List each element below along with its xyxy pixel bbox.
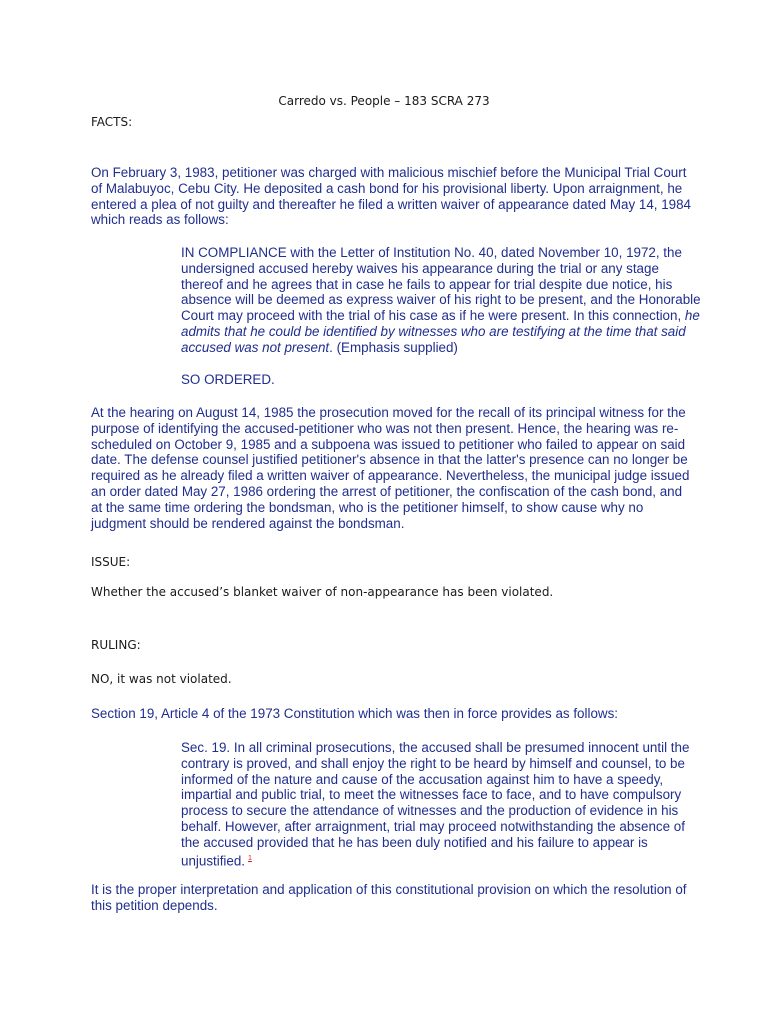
ruling-text: NO, it was not violated. — [91, 672, 232, 686]
case-title: Carredo vs. People – 183 SCRA 273 — [278, 94, 490, 108]
issue-heading: ISSUE: — [91, 555, 131, 569]
facts-paragraph-1: On February 3, 1983, petitioner was charged with malicious mischief before the Municipal Trial Court of Malabuyoc, Cebu City. He deposited a cash bond for his provisional liberty. Upon arraignment, he entered a plea of not guilty and thereafter he filed a written waiver of appearance dated May 14, 1984 which reads as follows: — [91, 165, 691, 228]
issue-text: Whether the accused’s blanket waiver of non-appearance has been violated. — [91, 585, 554, 599]
waiver-quote — [181, 245, 701, 356]
ruling-heading: RULING: — [91, 638, 141, 652]
waiver-quote-text: IN COMPLIANCE with the Letter of Institution No. 40, dated November 10, 1972, the undersigned accused hereby waives his appearance during the trial or any stage thereof and he agrees that in case he fails to appear for trial despite due notice, his absence will be deemed as express waiver of his right to be present, and the Honorable Court may proceed with the trial of his case as if he were present. In this connection, — [181, 245, 701, 324]
so-ordered: SO ORDERED. — [181, 372, 275, 387]
waiver-quote-suffix: . (Emphasis supplied) — [329, 339, 458, 355]
facts-paragraph-2: At the hearing on August 14, 1985 the prosecution moved for the recall of its principal witness for the purpose of identifying the accused-petitioner who was not then present. Hence, the hearing was re-scheduled on October 9, 1985 and a subpoena was issued to petitioner who failed to appear on said date. The defense counsel justified petitioner's absence in that the latter's presence can no longer be required as he already filed a written waiver of appearance. Nevertheless, the municipal judge issued an order dated May 27, 1986 ordering the arrest of petitioner, the confiscation of the cash bond, and at the same time ordering the bondsman, who is the petitioner himself, to show cause why no judgment should be rendered against the bondsman. — [91, 405, 690, 531]
ruling-paragraph-1: Section 19, Article 4 of the 1973 Constitution which was then in force provides as follows: — [91, 706, 618, 721]
constitution-quote — [181, 740, 701, 869]
footnote-link[interactable]: 1 — [248, 854, 252, 862]
facts-heading: FACTS: — [91, 115, 133, 129]
constitution-quote-text: Sec. 19. In all criminal prosecutions, the accused shall be presumed innocent until the contrary is proved, and shall enjoy the right to be heard by himself and counsel, to be informed of the nature and cause of the accusation against him to have a speedy, impartial and public trial, to meet the witnesses face to face, and to have compulsory process to secure the attendance of witnesses and the production of evidence in his behalf. However, after arraignment, trial may proceed notwithstanding the absence of the accused provided that he has been duly notified and his failure to appear is unjustified. — [181, 740, 690, 869]
ruling-paragraph-2: It is the proper interpretation and application of this constitutional provision on which the resolution of this petition depends. — [91, 882, 687, 913]
waiver-quote-emphasis: he admits that he could be identified by witnesses who are testifying at the time that said accused was not present — [181, 308, 700, 355]
